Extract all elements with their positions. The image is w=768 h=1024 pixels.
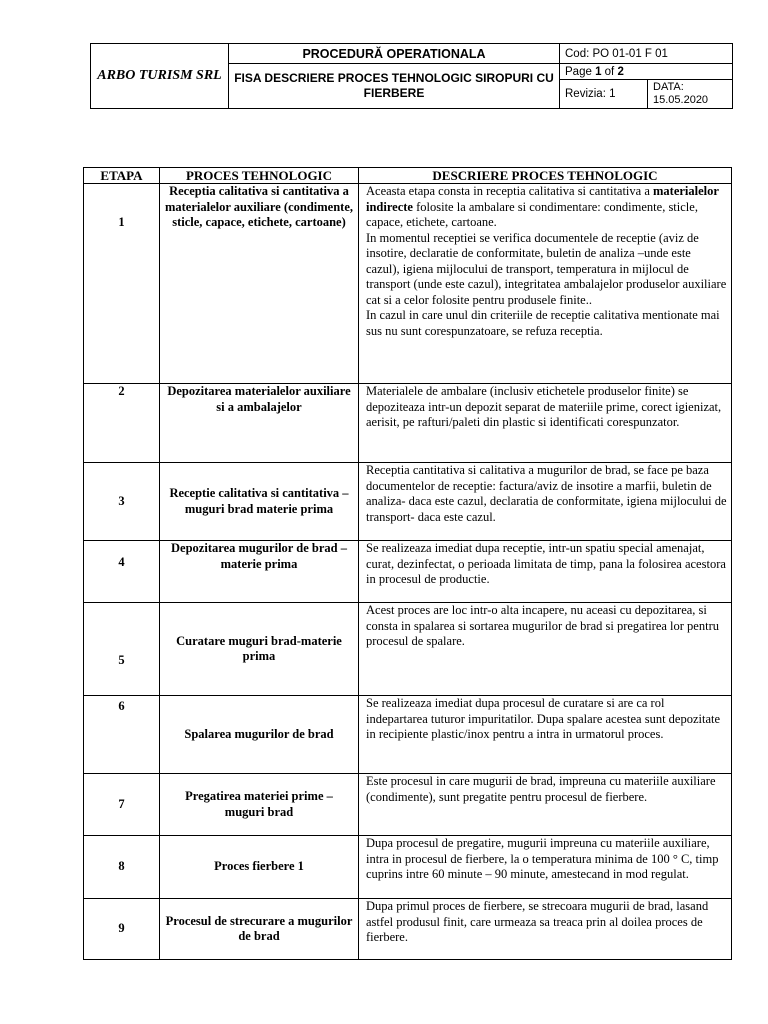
step-number: 9 [84, 899, 160, 960]
step-number: 1 [84, 184, 160, 384]
process-description: Acest proces are loc intr-o alta incapere, nu aceasi cu depozitarea, si consta in spalarea si sortarea mugurilor de brad si pregatirea lor pentru procesul de spalare. [359, 603, 732, 696]
page-indicator [560, 64, 733, 80]
procedure-title: PROCEDURĂ OPERATIONALA [229, 44, 560, 64]
column-header-etapa: ETAPA [84, 168, 160, 184]
document-header [90, 43, 733, 109]
date-cell [648, 80, 733, 109]
process-description: Se realizeaza imediat dupa procesul de curatare si are ca rol indepartarea tuturor impuritatilor. Dupa spalare acestea sunt depozitate in recipiente plastic/inox pentru a intra in urmatorul proces. [359, 696, 732, 774]
page-prefix: Page [565, 65, 596, 78]
step-number: 6 [84, 696, 160, 774]
revision: Revizia: 1 [560, 80, 648, 109]
process-description: Se realizeaza imediat dupa receptie, intr-un spatiu special amenajat, curat, dezinfectat, o perioada limitata de timp, pana la folosirea acestora in procesul de productie. [359, 541, 732, 603]
process-description: Dupa procesul de pregatire, mugurii impreuna cu materiile auxiliare, intra in procesul de fierbere, la o temperatura minima de 100 ° C, timp cuprins intre 60 minute – 90 minute, amestecand in mod regulat. [359, 836, 732, 899]
process-table [83, 167, 732, 960]
step-number: 4 [84, 541, 160, 603]
step-number: 7 [84, 774, 160, 836]
step-number: 3 [84, 463, 160, 541]
page-total: 2 [617, 65, 624, 78]
table-row [84, 541, 732, 603]
table-row [84, 696, 732, 774]
process-name: Procesul de strecurare a mugurilor de brad [160, 899, 359, 960]
process-name: Pregatirea materiei prime – muguri brad [160, 774, 359, 836]
description-text: folosite la ambalare si condimentare: condimente, sticle, capace, etichete, cartoane. [366, 199, 698, 229]
process-name: Spalarea mugurilor de brad [160, 696, 359, 774]
table-row [84, 603, 732, 696]
process-name: Curatare muguri brad-materie prima [160, 603, 359, 696]
step-number: 5 [84, 603, 160, 696]
process-name: Depozitarea materialelor auxiliare si a ambalajelor [160, 384, 359, 463]
date-value: 15.05.2020 [653, 94, 709, 106]
process-description [359, 184, 732, 384]
step-number: 8 [84, 836, 160, 899]
process-description: Materialele de ambalare (inclusiv etichetele produselor finite) se depoziteaza intr-un depozit separat de materiile prime, corect igienizat, aerisit, pe rafturi/paleti din plastic si identificati corespunzator. [359, 384, 732, 463]
date-label: DATA: [653, 81, 684, 93]
description-paragraph: In momentul receptiei se verifica documentele de receptie (aviz de insotire, declaratie de conformitate, buletin de analiza –unde este cazul), igiena mijlocului de transport, temperatura in mijlocul de transport (unde este cazul), integritatea ambalajelor produselor auxiliare cat si a celor folosite pentru produsele finite.. [366, 230, 727, 307]
description-paragraph: In cazul in care unul din criteriile de receptie calitativa mentionate mai sus nu sunt corespunzatoare, se refuza receptia. [366, 308, 720, 338]
table-row [84, 384, 732, 463]
page-of: of [601, 65, 618, 78]
description-highlight: materialelor indirecte [366, 184, 719, 214]
process-name: Depozitarea mugurilor de brad – materie prima [160, 541, 359, 603]
process-description: Receptia cantitativa si calitativa a mugurilor de brad, se face pe baza documentelor de receptie: factura/aviz de insotire a marfii, buletin de analiza- daca este cazul, declaratia de conformitate, igiena mijlocului de transport- daca este cazul. [359, 463, 732, 541]
page-number: 1 [595, 65, 602, 78]
column-header-proces: PROCES TEHNOLOGIC [160, 168, 359, 184]
process-description: Este procesul in care mugurii de brad, impreuna cu materiile auxiliare (condimente), sunt pregatite pentru procesul de fierbere. [359, 774, 732, 836]
document-code: Cod: PO 01-01 F 01 [560, 44, 733, 64]
table-row [84, 836, 732, 899]
table-row [84, 463, 732, 541]
document-title: FISA DESCRIERE PROCES TEHNOLOGIC SIROPURI CU FIERBERE [229, 64, 560, 109]
process-description: Dupa primul proces de fierbere, se strecoara mugurii de brad, lasand astfel produsul finit, care urmeaza sa treaca prin al doilea proces de fierbere. [359, 899, 732, 960]
process-name: Receptie calitativa si cantitativa – muguri brad materie prima [160, 463, 359, 541]
table-row [84, 899, 732, 960]
table-row [84, 184, 732, 384]
company-name: ARBO TURISM SRL [91, 44, 229, 109]
column-header-descriere: DESCRIERE PROCES TEHNOLOGIC [359, 168, 732, 184]
step-number: 2 [84, 384, 160, 463]
process-name: Receptia calitativa si cantitativa a materialelor auxiliare (condimente, sticle, capace, etichete, cartoane) [160, 184, 359, 384]
description-text: Aceasta etapa consta in receptia calitativa si cantitativa a [366, 184, 654, 198]
table-row [84, 774, 732, 836]
table-header-row [84, 168, 732, 184]
process-name: Proces fierbere 1 [160, 836, 359, 899]
